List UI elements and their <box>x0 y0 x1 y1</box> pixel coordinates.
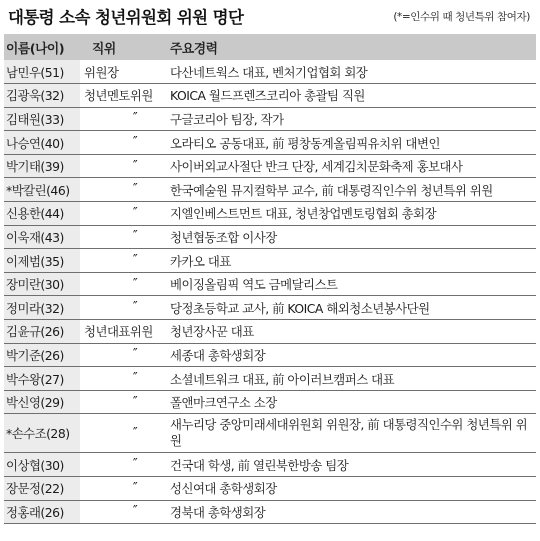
member-name: 김윤규(26) <box>4 320 80 344</box>
member-career: 성신여대 총학생회장 <box>170 481 277 497</box>
member-position: ″ <box>132 394 138 410</box>
member-position: ″ <box>132 229 138 245</box>
member-position: 위원장 <box>84 64 119 80</box>
table-row <box>4 477 536 501</box>
table-row <box>4 84 536 108</box>
table-row <box>4 296 536 320</box>
member-position: ″ <box>132 253 138 269</box>
member-position: ″ <box>132 457 138 473</box>
member-career: 청년협동조합 이사장 <box>170 229 277 245</box>
table-row <box>4 272 536 296</box>
table-row <box>4 453 536 477</box>
member-position: ″ <box>132 300 138 316</box>
member-career: 베이징올림픽 역도 금메달리스트 <box>170 277 338 293</box>
member-name: 김광욱(32) <box>4 84 80 108</box>
member-position: 청년대표위원 <box>84 324 153 340</box>
member-career: 다산네트웍스 대표, 벤처기업협회 회장 <box>170 64 368 80</box>
header-career: 주요경력 <box>170 41 218 57</box>
table-row <box>4 390 536 414</box>
member-name: 나승연(40) <box>4 131 80 155</box>
member-name: 신용한(44) <box>4 202 80 226</box>
table-row <box>4 225 536 249</box>
member-career: 오라티오 공동대표, 前 평창동계올림픽유치위 대변인 <box>170 135 440 151</box>
footnote-legend: (*=인수위 때 청년특위 참여자) <box>393 11 530 23</box>
member-career: 건국대 학생, 前 열린북한방송 팀장 <box>170 457 349 473</box>
table-row <box>4 107 536 131</box>
member-career: 새누리당 중앙미래세대위원회 위원장, 前 대통령직인수위 청년특위 위원 <box>170 417 528 449</box>
member-name: 박신영(29) <box>4 390 80 414</box>
title-row <box>4 0 536 34</box>
table-row <box>4 367 536 391</box>
member-name: *박칼린(46) <box>4 178 80 202</box>
table-row <box>4 131 536 155</box>
header-name: 이름(나이) <box>6 41 65 57</box>
table-row <box>4 320 536 344</box>
member-career: 당정초등학교 교사, 前 KOICA 해외청소년봉사단원 <box>170 300 430 316</box>
member-position: ″ <box>132 205 138 221</box>
member-name: 박기준(26) <box>4 343 80 367</box>
member-position: 청년멘토위원 <box>84 88 153 104</box>
header-position: 직위 <box>92 41 116 57</box>
member-position: ″ <box>132 182 138 198</box>
table-row <box>4 249 536 273</box>
member-position: ″ <box>132 111 138 127</box>
table-body <box>4 60 536 524</box>
member-name: 김태원(33) <box>4 107 80 131</box>
member-name: 박기태(39) <box>4 154 80 178</box>
member-name: *손수조(28) <box>4 414 80 453</box>
table-row <box>4 500 536 524</box>
member-position: ″ <box>132 158 138 174</box>
member-position: ″ <box>132 371 138 387</box>
member-name: 정홍래(26) <box>4 500 80 524</box>
member-table <box>4 34 536 524</box>
member-name: 장미란(30) <box>4 272 80 296</box>
member-career: 카카오 대표 <box>170 253 231 269</box>
table-row <box>4 60 536 84</box>
member-position: ″ <box>132 135 138 151</box>
table-row <box>4 414 536 453</box>
header-row <box>4 34 536 60</box>
table-row <box>4 343 536 367</box>
member-position: ″ <box>132 347 138 363</box>
member-career: 한국예술원 뮤지컬학부 교수, 前 대통령직인수위 청년특위 위원 <box>170 182 493 198</box>
member-position: ″ <box>132 425 138 441</box>
member-career: 폴앤마크연구소 소장 <box>170 395 277 411</box>
member-name: 정미라(32) <box>4 296 80 320</box>
member-name: 이욱재(43) <box>4 225 80 249</box>
member-career: 지엘인베스트먼트 대표, 청년창업멘토링협회 총회장 <box>170 206 437 222</box>
member-position: ″ <box>132 480 138 496</box>
member-career: 청년장사꾼 대표 <box>170 324 254 340</box>
table-row <box>4 154 536 178</box>
member-name: 장문정(22) <box>4 477 80 501</box>
member-name: 남민우(51) <box>4 60 80 84</box>
member-position: ″ <box>132 276 138 292</box>
table-row <box>4 178 536 202</box>
member-name: 이상협(30) <box>4 453 80 477</box>
member-career: 구글코리아 팀장, 작가 <box>170 111 284 127</box>
member-career: 사이버외교사절단 반크 단장, 세계김치문화축제 홍보대사 <box>170 159 463 175</box>
table-row <box>4 202 536 226</box>
member-name: 이제범(35) <box>4 249 80 273</box>
page-title: 대통령 소속 청년위원회 위원 명단 <box>8 8 244 27</box>
member-name: 박수왕(27) <box>4 367 80 391</box>
member-position: ″ <box>132 504 138 520</box>
table-header <box>4 34 536 60</box>
member-career: 세종대 총학생회장 <box>170 347 266 363</box>
member-career: 경북대 총학생회장 <box>170 504 266 520</box>
member-career: KOICA 월드프렌즈코리아 총괄팀 직원 <box>170 88 365 104</box>
member-career: 소셜네트워크 대표, 前 아이러브캠퍼스 대표 <box>170 371 395 387</box>
